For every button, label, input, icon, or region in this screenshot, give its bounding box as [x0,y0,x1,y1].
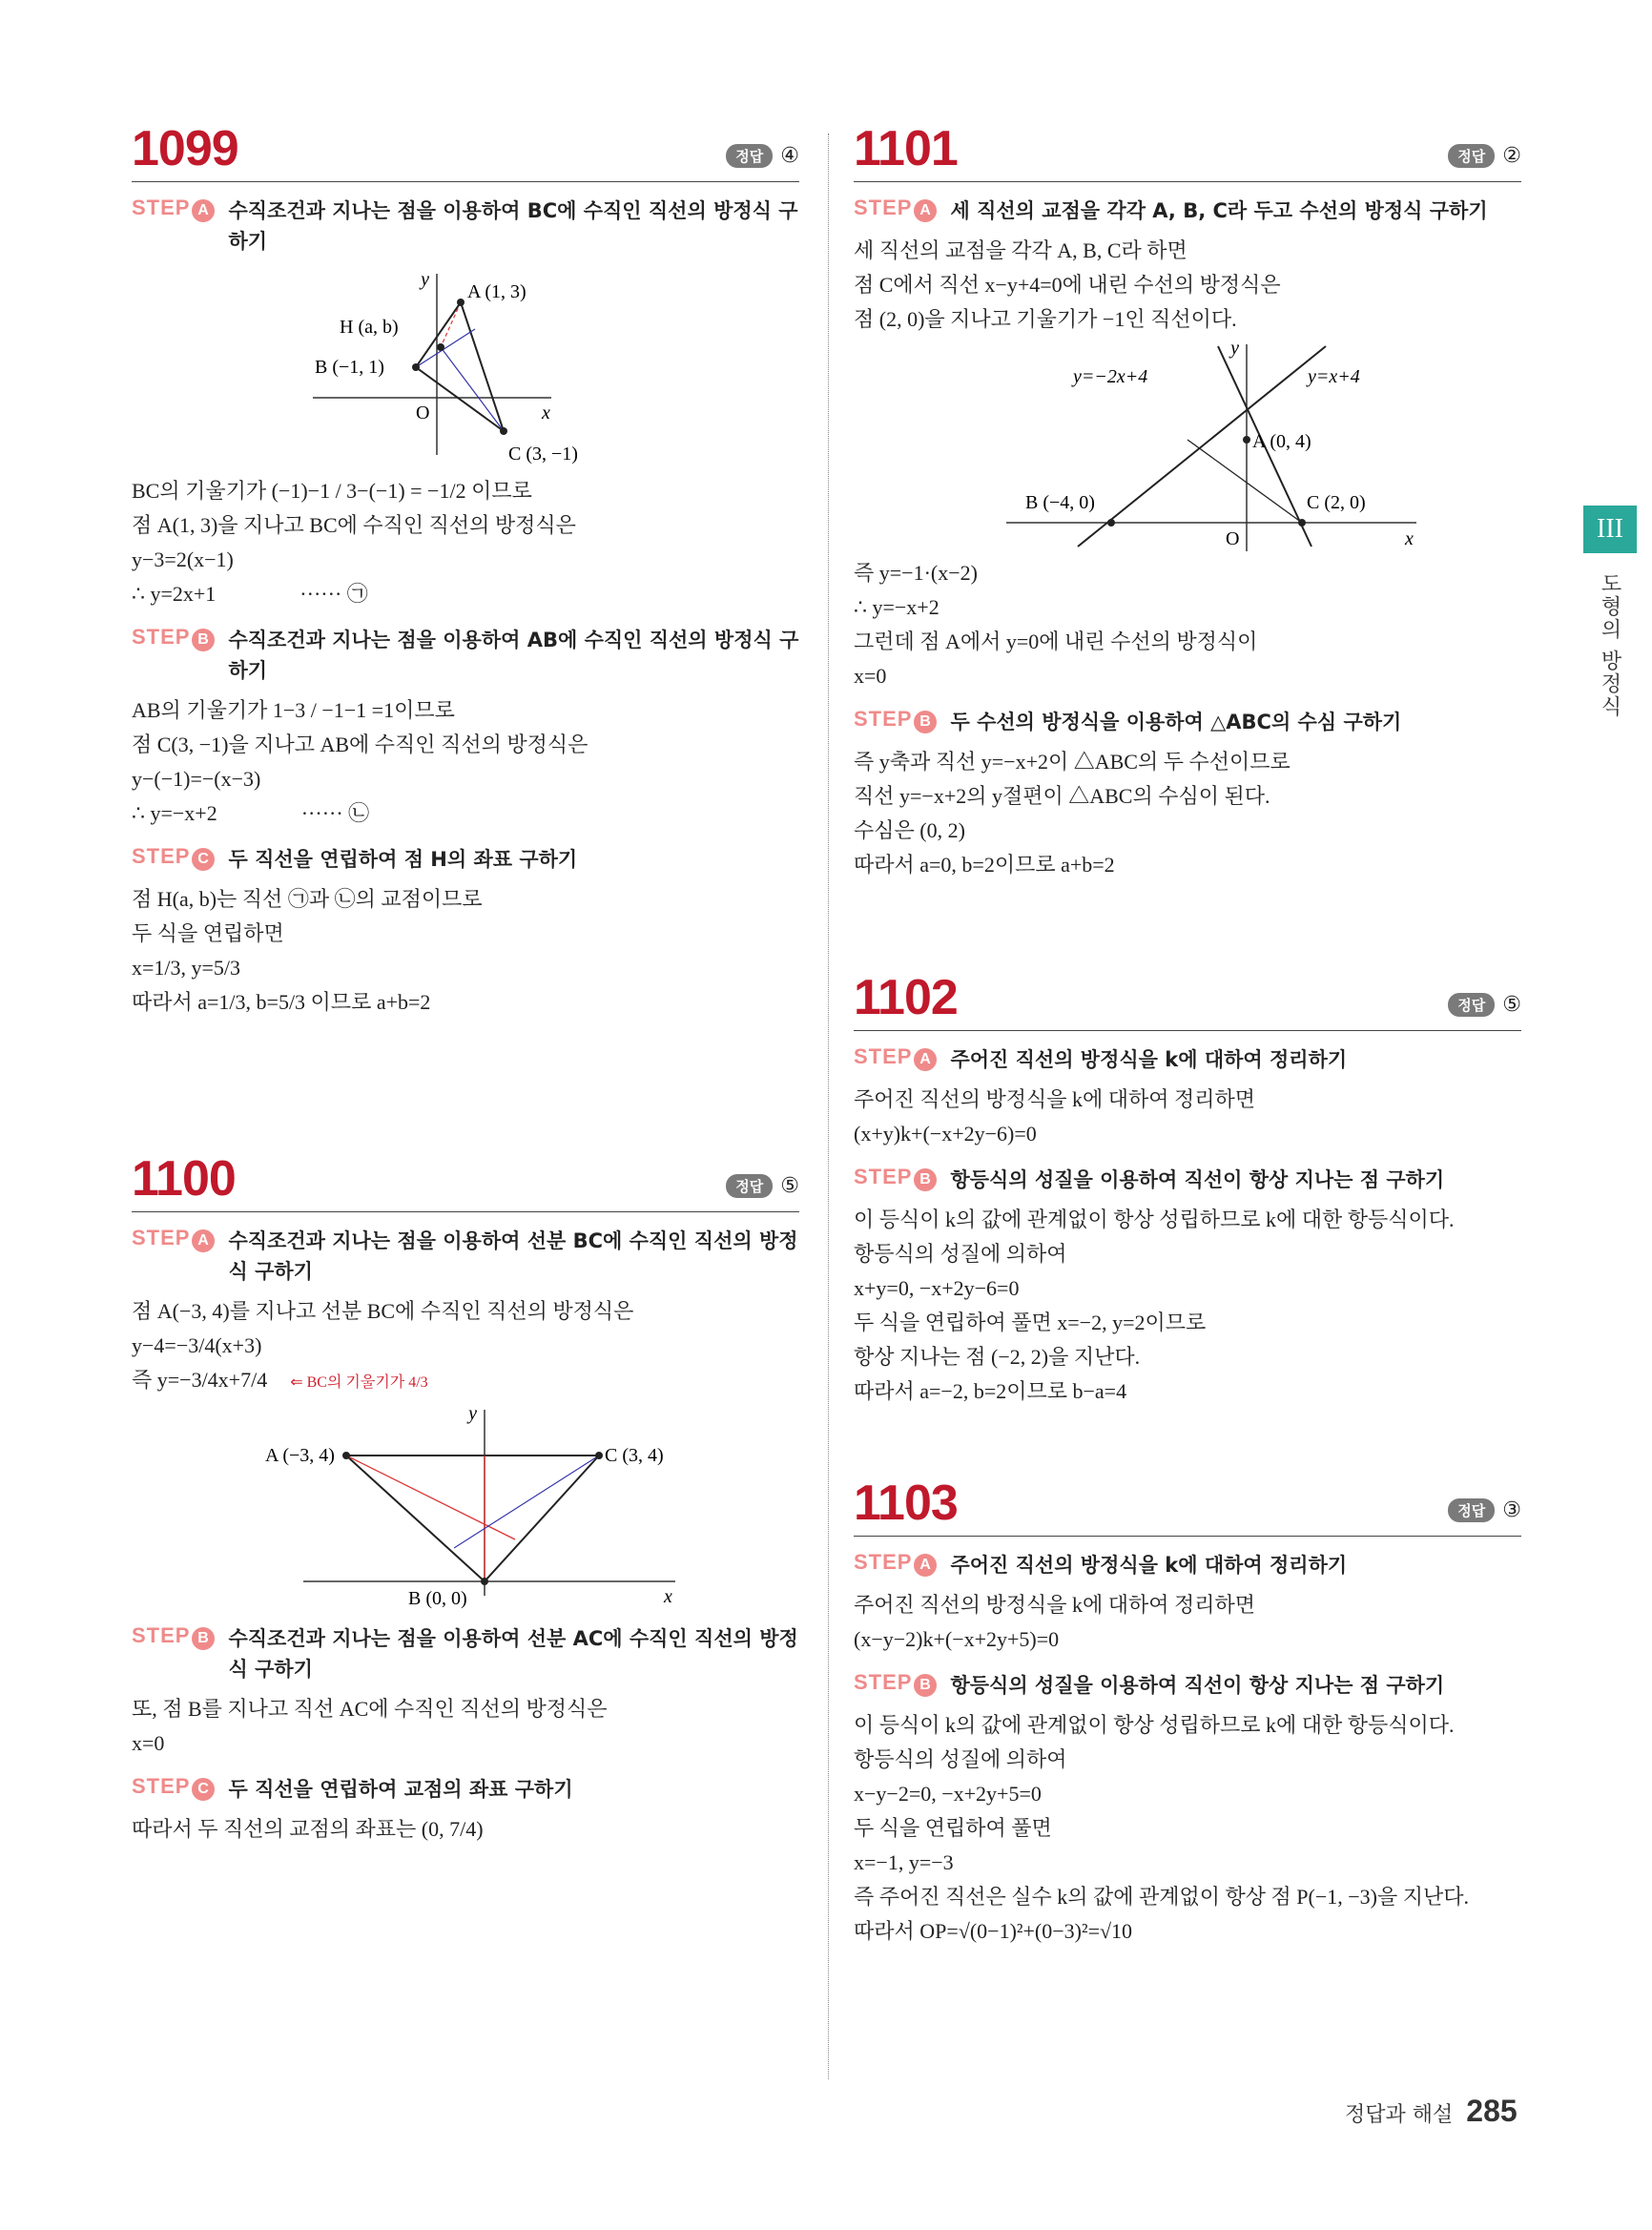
step-letter-icon: B [192,629,215,651]
step-a [854,1550,1521,1580]
text-line: 두 식을 연립하여 풀면 x=−2, y=2이므로 [854,1311,1207,1334]
step-b [132,625,799,686]
text-line: 따라서 a=1/3, b=5/3 이므로 a+b=2 [132,990,431,1014]
point-b [412,363,420,371]
text-line: BC의 기울기가 (−1)−1 / 3−(−1) = −1/2 이므로 [132,479,532,503]
answer-box [1448,993,1521,1017]
text-line: 즉 주어진 직선은 실수 k의 값에 관계없이 항상 점 P(−1, −3)을 지난다. [854,1885,1469,1909]
text-line: 항상 지나는 점 (−2, 2)을 지난다. [854,1345,1141,1369]
column-divider [828,134,829,2079]
equation: 즉 y=−3/4x+7/4 [132,1368,268,1392]
step-b [132,1623,799,1684]
y-axis-label: y [468,1403,477,1424]
step-a [132,1226,799,1287]
step-letter-icon: C [192,848,215,871]
text-line: 즉 y축과 직선 y=−x+2이 △ABC의 두 수선이므로 [854,750,1291,774]
step-label: STEP [132,196,191,219]
point-b [1107,519,1115,527]
text-line: 점 A(−3, 4)를 지나고 선분 BC에 수직인 직선의 방정식은 [132,1299,634,1323]
step-tag [854,1044,937,1071]
step-label: STEP [854,707,913,731]
text-line: y−3=2(x−1) [132,547,234,571]
step-c [132,1774,799,1805]
text-line: 따라서 a=0, b=2이므로 a+b=2 [854,853,1115,877]
step-letter-icon: A [914,1554,937,1577]
footer-label: 정답과 해설 [1345,2103,1454,2127]
text-line: 항등식의 성질에 의하여 [854,1242,1067,1266]
text-line: 이 등식이 k의 값에 관계없이 항상 성립하므로 k에 대한 항등식이다. [854,1713,1455,1737]
step-c [132,844,799,875]
problem-1100 [132,1151,799,1847]
step-tag [854,1550,937,1577]
point-b [481,1578,488,1585]
text-line [132,1363,799,1400]
text-line: x=1/3, y=5/3 [132,956,241,980]
label-h: H (a, b) [340,317,399,338]
step-title: 주어진 직선의 방정식을 k에 대하여 정리하기 [950,1554,1348,1577]
step-title: 두 직선을 연립하여 점 H의 좌표 구하기 [228,848,578,871]
step-tag [132,844,215,871]
answer-value: ④ [780,144,799,168]
text-line: x=0 [854,664,887,688]
step-letter-icon: B [914,711,937,733]
problem-header [854,970,1521,1031]
text-line: x=0 [132,1731,165,1755]
step-tag [132,196,215,222]
page-number: 285 [1466,2094,1518,2128]
problem-header [854,121,1521,182]
step-b [854,1165,1521,1195]
step-letter-icon: B [192,1627,215,1650]
step-tag [132,1623,215,1650]
point-c [1298,519,1306,527]
label-a: A (−3, 4) [265,1445,335,1466]
problem-header [132,121,799,182]
text-line: 따라서 두 직선의 교점의 좌표는 (0, 7/4) [132,1817,484,1841]
chapter-title: 도형의 방정식 [1598,572,1621,718]
label-b: B (−1, 1) [315,357,384,378]
label-c: C (3, −1) [508,444,578,465]
answer-badge: 정답 [1448,993,1495,1017]
label-a: A (1, 3) [467,281,527,302]
label-b: B (0, 0) [408,1588,467,1609]
answer-box [1448,1498,1521,1522]
answer-box [1448,144,1521,168]
point-c [500,427,507,435]
step-label: STEP [854,196,913,219]
text-line: 세 직선의 교점을 각각 A, B, C라 하면 [854,238,1187,262]
step-label: STEP [132,1623,191,1647]
text-line: (x−y−2)k+(−x+2y+5)=0 [854,1627,1060,1651]
problem-number: 1100 [132,1151,236,1207]
text-line: ∴ y=2x+1 ······ ㉠ [132,582,368,606]
answer-value: ③ [1502,1498,1521,1522]
text-line: 점 A(1, 3)을 지나고 BC에 수직인 직선의 방정식은 [132,513,576,537]
side-note: ⇐ BC의 기울기가 4/3 [290,1374,428,1391]
step-title: 수직조건과 지나는 점을 이용하여 선분 BC에 수직인 직선의 방정식 구하기 [228,1229,798,1283]
text-line: y−(−1)=−(x−3) [132,767,261,791]
step-tag [132,1774,215,1801]
y-axis-label: y [1230,338,1239,359]
text-line: x=−1, y=−3 [854,1850,954,1874]
right-column [854,121,1521,1949]
text-line: 주어진 직선의 방정식을 k에 대하여 정리하면 [854,1593,1256,1617]
step-tag [854,196,937,222]
step-label: STEP [854,1670,913,1694]
text-line: 주어진 직선의 방정식을 k에 대하여 정리하면 [854,1087,1256,1111]
problem-number: 1102 [854,970,958,1025]
point-a [342,1452,350,1459]
step-letter-icon: A [192,1229,215,1252]
origin-label: O [416,403,430,423]
label-a: A (0, 4) [1252,431,1311,452]
text-line: x−y−2=0, −x+2y+5=0 [854,1782,1042,1806]
altitude-a [346,1456,515,1539]
label-c: C (3, 4) [605,1445,664,1466]
text-line: 수심은 (0, 2) [854,818,965,842]
problem-number: 1099 [132,121,238,176]
step-title: 수직조건과 지나는 점을 이용하여 선분 AC에 수직인 직선의 방정식 구하기 [228,1627,798,1681]
step-title: 세 직선의 교점을 각각 A, B, C라 두고 수선의 방정식 구하기 [950,199,1488,222]
text-line: 항등식의 성질에 의하여 [854,1747,1067,1771]
origin-label: O [1226,528,1240,549]
point-c [595,1452,603,1459]
label-line-2: y=x+4 [1308,366,1360,387]
step-tag [132,1226,215,1252]
answer-badge: 정답 [726,1174,773,1198]
step-letter-icon: C [192,1778,215,1801]
text-line: 따라서 OP=√(0−1)²+(0−3)²=√10 [854,1919,1133,1943]
step-letter-icon: A [914,1048,937,1071]
page-footer [1345,2094,1518,2129]
step-title: 항등식의 성질을 이용하여 직선이 항상 지나는 점 구하기 [950,1674,1445,1697]
step-label: STEP [132,1226,191,1249]
answer-badge: 정답 [1448,144,1495,168]
figure-1099 [303,264,704,474]
answer-box [726,1174,799,1198]
answer-box [726,144,799,168]
step-tag [854,1670,937,1697]
text-line: 그런데 점 A에서 y=0에 내린 수선의 방정식이 [854,630,1258,653]
step-title: 두 직선을 연립하여 교점의 좌표 구하기 [228,1778,573,1801]
text-line: (x+y)k+(−x+2y−6)=0 [854,1122,1037,1146]
problem-1102 [854,970,1521,1478]
text-line: 점 (2, 0)을 지나고 기울기가 −1인 직선이다. [854,307,1237,331]
step-label: STEP [132,844,191,868]
step-letter-icon: B [914,1168,937,1191]
text-line: 즉 y=−1·(x−2) [854,561,978,585]
step-b [854,1670,1521,1701]
step-label: STEP [132,625,191,649]
answer-value: ⑤ [780,1174,799,1198]
label-b: B (−4, 0) [1025,492,1095,513]
problem-1101 [854,121,1521,973]
step-tag [854,707,937,733]
altitude-b [416,329,475,367]
problem-1103 [854,1478,1521,1949]
left-column [132,121,799,1847]
problem-number: 1103 [854,1476,958,1531]
problem-header [132,1151,799,1212]
text-line: ∴ y=−x+2 [854,595,940,619]
x-axis-label: x [664,1586,672,1607]
step-label: STEP [854,1165,913,1188]
text-line: y−4=−3/4(x+3) [132,1333,262,1357]
point-a [457,299,465,306]
point-h [437,343,444,351]
text-line: 점 C에서 직선 x−y+4=0에 내린 수선의 방정식은 [854,273,1281,297]
answer-badge: 정답 [726,144,773,168]
text-line: AB의 기울기가 1−3 / −1−1 =1이므로 [132,698,455,722]
step-a [132,196,799,257]
step-letter-icon: B [914,1674,937,1697]
text-line: ∴ y=−x+2 ······ ㉡ [132,801,370,825]
x-axis-label: x [542,403,550,423]
step-a [854,1044,1521,1075]
text-line: 두 식을 연립하면 [132,921,284,945]
chapter-tab: III [1583,506,1637,553]
step-letter-icon: A [914,199,937,222]
text-line: x+y=0, −x+2y−6=0 [854,1276,1020,1300]
step-title: 항등식의 성질을 이용하여 직선이 항상 지나는 점 구하기 [950,1168,1445,1191]
step-label: STEP [854,1044,913,1068]
step-a [854,196,1521,226]
figure-1101 [997,337,1455,556]
step-title: 수직조건과 지나는 점을 이용하여 BC에 수직인 직선의 방정식 구하기 [228,199,798,253]
text-line: 두 식을 연립하여 풀면 [854,1816,1052,1840]
step-tag [132,625,215,651]
step-title: 주어진 직선의 방정식을 k에 대하여 정리하기 [950,1048,1348,1071]
step-tag [854,1165,937,1191]
problem-1099 [132,121,799,1154]
step-letter-icon: A [192,199,215,222]
problem-number: 1101 [854,121,958,176]
answer-value: ② [1502,144,1521,168]
perpendicular-from-c [1187,440,1302,523]
point-a [1243,436,1250,444]
text-line: 점 C(3, −1)을 지나고 AB에 수직인 직선의 방정식은 [132,733,589,756]
step-label: STEP [854,1550,913,1574]
y-axis-label: y [421,269,429,290]
text-line: 따라서 a=−2, b=2이므로 b−a=4 [854,1379,1127,1403]
answer-badge: 정답 [1448,1498,1495,1522]
step-title: 두 수선의 방정식을 이용하여 △ABC의 수심 구하기 [950,711,1402,733]
step-b [854,707,1521,737]
text-line: 점 H(a, b)는 직선 ㉠과 ㉡의 교점이므로 [132,887,483,911]
text-line: 또, 점 B를 지나고 직선 AC에 수직인 직선의 방정식은 [132,1697,608,1721]
step-title: 수직조건과 지나는 점을 이용하여 AB에 수직인 직선의 방정식 구하기 [228,629,799,682]
label-line-1: y=−2x+4 [1073,366,1148,387]
altitude-c [441,347,504,431]
problem-header [854,1478,1521,1537]
text-line: 이 등식이 k의 값에 관계없이 항상 성립하므로 k에 대한 항등식이다. [854,1208,1455,1231]
figure-1100 [265,1400,723,1610]
answer-value: ⑤ [1502,993,1521,1017]
x-axis-label: x [1405,528,1414,549]
text-line: 직선 y=−x+2의 y절편이 △ABC의 수심이 된다. [854,784,1270,808]
label-c: C (2, 0) [1307,492,1366,513]
step-label: STEP [132,1774,191,1798]
